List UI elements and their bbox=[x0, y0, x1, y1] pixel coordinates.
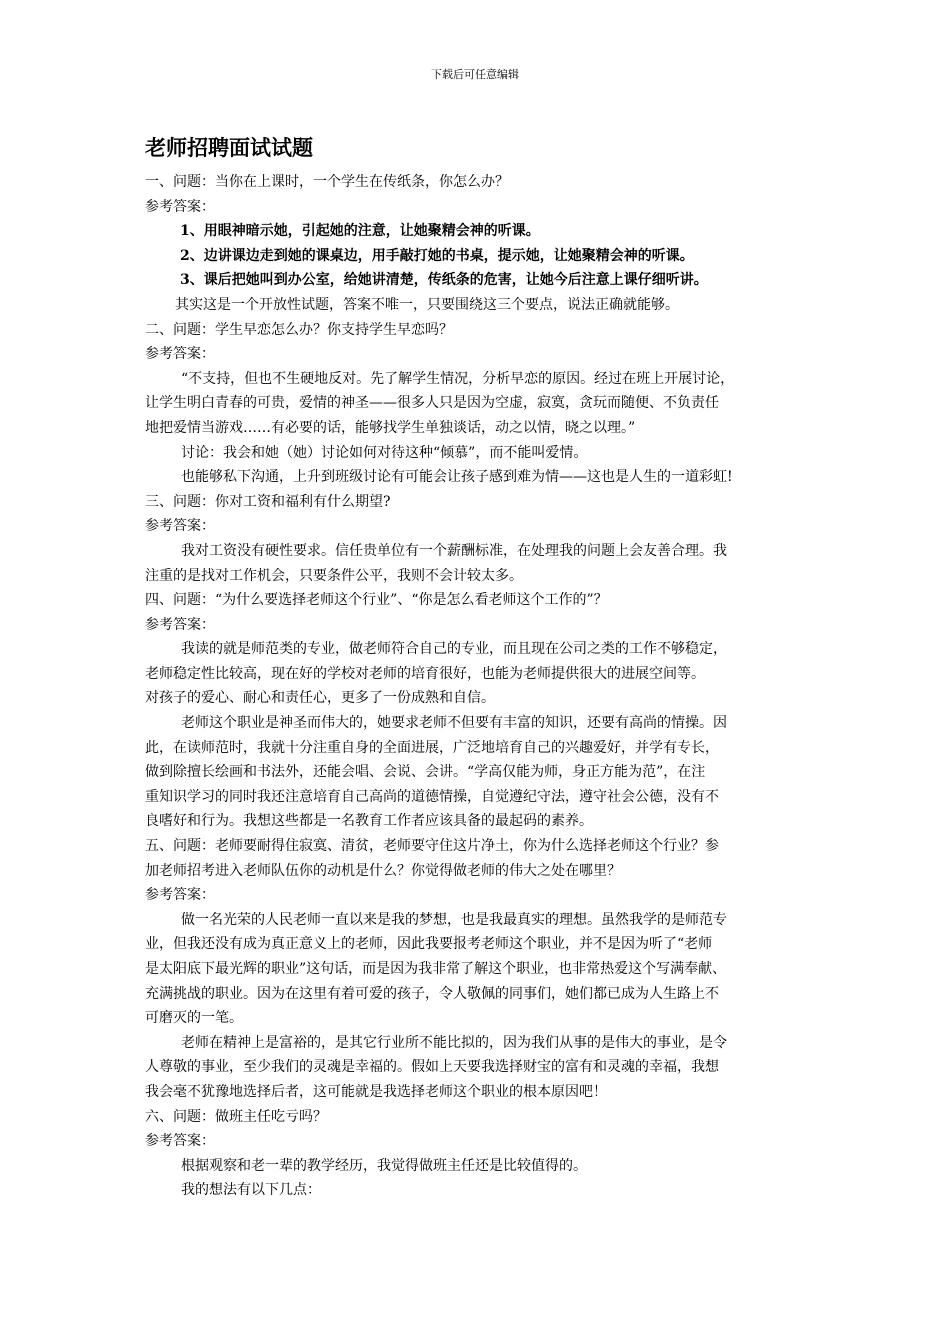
text-line: 做一名光荣的人民老师一直以来是我的梦想，也是我最真实的理想。虽然我学的是师范专 bbox=[181, 911, 727, 928]
text-line: 做到除擅长绘画和书法外，还能会唱、会说、会讲。“学高仅能为师，身正方能为范”，在注 bbox=[145, 764, 706, 781]
text-line: 二、问题：学生早恋怎么办？你支持学生早恋吗？ bbox=[145, 321, 453, 338]
text-line: 我会毫不犹豫地选择后者，这可能就是我选择老师这个职业的根本原因吧！ bbox=[145, 1083, 607, 1100]
document-title: 老师招聘面试试题 bbox=[145, 135, 313, 160]
text-line: 是太阳底下最光辉的职业”这句话，而是因为我非常了解这个职业，也非常热爱这个写满奉献、 bbox=[145, 961, 727, 977]
page-header: 下载后可任意编辑 bbox=[431, 68, 519, 81]
text-line: 其实这是一个开放性试题，答案不唯一，只要围绕这三个要点，说法正确就能够。 bbox=[175, 296, 679, 313]
paragraph-list bbox=[145, 170, 820, 1203]
text-line: 五、问题：老师要耐得住寂寞、清贫，老师要守住这片净土，你为什么选择老师这个行业？参 bbox=[145, 838, 719, 855]
text-line: 也能够私下沟通，上升到班级讨论有可能会让孩子感到难为情——这也是人生的一道彩虹! bbox=[181, 469, 733, 486]
text-line: 讨论：我会和她（她）讨论如何对待这种“倾慕”，而不能叫爱情。 bbox=[181, 444, 588, 461]
text-line: 老师稳定性比较高，现在好的学校对老师的培育很好，也能为老师提供很大的进展空间等。 bbox=[145, 665, 705, 682]
text-line: 我读的就是师范类的专业，做老师符合自己的专业，而且现在公司之类的工作不够稳定， bbox=[181, 641, 727, 658]
text-line: 可磨灭的一笔。 bbox=[145, 1010, 243, 1027]
text-line: 对孩子的爱心、耐心和责任心，更多了一份成熟和自信。 bbox=[145, 690, 495, 707]
text-line: 重知识学习的同时我还注意培育自己高尚的道德情操，自觉遵纪守法，遵守社会公德，没有不 bbox=[145, 788, 719, 805]
text-line: 四、问题：“为什么要选择老师这个行业”、“你是怎么看老师这个工作的”？ bbox=[145, 592, 608, 609]
text-line: 根据观察和老一辈的教学经历，我觉得做班主任还是比较值得的。 bbox=[181, 1157, 587, 1174]
text-line: 老师这个职业是神圣而伟大的，她要求老师不但要有丰富的知识，还要有高尚的情操。因 bbox=[181, 715, 727, 732]
text-line: 参考答案： bbox=[145, 616, 215, 633]
text-line: 人尊敬的事业，至少我们的灵魂是幸福的。假如上天要我选择财宝的富有和灵魂的幸福，我想 bbox=[145, 1059, 719, 1076]
text-line: 参考答案： bbox=[145, 198, 215, 215]
text-line: 参考答案： bbox=[145, 1133, 215, 1150]
text-line: 参考答案： bbox=[145, 887, 215, 904]
text-line: 六、问题：做班主任吃亏吗？ bbox=[145, 1108, 327, 1125]
text-line: 老师在精神上是富裕的，是其它行业所不能比拟的，因为我们从事的是伟大的事业，是令 bbox=[181, 1034, 727, 1051]
text-line: 2、边讲课边走到她的课桌边，用手敲打她的书桌，提示她，让她聚精会神的听课。 bbox=[180, 247, 694, 264]
text-line: 让学生明白青春的可贵，爱情的神圣——很多人只是因为空虚，寂寞，贪玩而随便、不负责任 bbox=[145, 395, 719, 412]
text-line: 充满挑战的职业。因为在这里有着可爱的孩子，令人敬佩的同事们，她们都已成为人生路上不 bbox=[145, 985, 719, 1002]
text-line: 业，但我还没有成为真正意义上的老师，因此我要报考老师这个职业，并不是因为听了“老师 bbox=[145, 936, 713, 953]
text-line: 参考答案： bbox=[145, 346, 215, 363]
text-line: 我的想法有以下几点： bbox=[181, 1182, 321, 1199]
document-body bbox=[145, 128, 820, 1203]
text-line: 一、问题：当你在上课时，一个学生在传纸条，你怎么办？ bbox=[145, 174, 509, 190]
text-line: 此，在读师范时，我就十分注重自身的全面进展，广泛地培育自己的兴趣爱好，并学有专长， bbox=[145, 739, 719, 756]
text-line: 三、问题：你对工资和福利有什么期望? bbox=[145, 493, 391, 510]
text-line: 地把爱情当游戏……有必要的话，能够找学生单独谈话，动之以情，晓之以理。” bbox=[145, 419, 636, 436]
text-line: 3、课后把她叫到办公室，给她讲清楚，传纸条的危害，让她今后注意上课仔细听讲。 bbox=[180, 272, 708, 289]
text-line: 我对工资没有硬性要求。信任贵单位有一个薪酬标准，在处理我的问题上会友善合理。我 bbox=[181, 542, 727, 559]
text-line: 良嗜好和行为。我想这些都是一名教育工作者应该具备的最起码的素养。 bbox=[145, 813, 593, 830]
text-line: 加老师招考进入老师队伍你的动机是什么？你觉得做老师的伟大之处在哪里？ bbox=[145, 862, 621, 879]
text-line: 1、用眼神暗示她，引起她的注意，让她聚精会神的听课。 bbox=[180, 223, 540, 240]
text-line: 注重的是找对工作机会，只要条件公平，我则不会计较太多。 bbox=[145, 567, 523, 584]
text-line: “不支持，但也不生硬地反对。先了解学生情况，分析早恋的原因。经过在班上开展讨论， bbox=[181, 370, 735, 387]
text-line: 参考答案： bbox=[145, 518, 215, 535]
